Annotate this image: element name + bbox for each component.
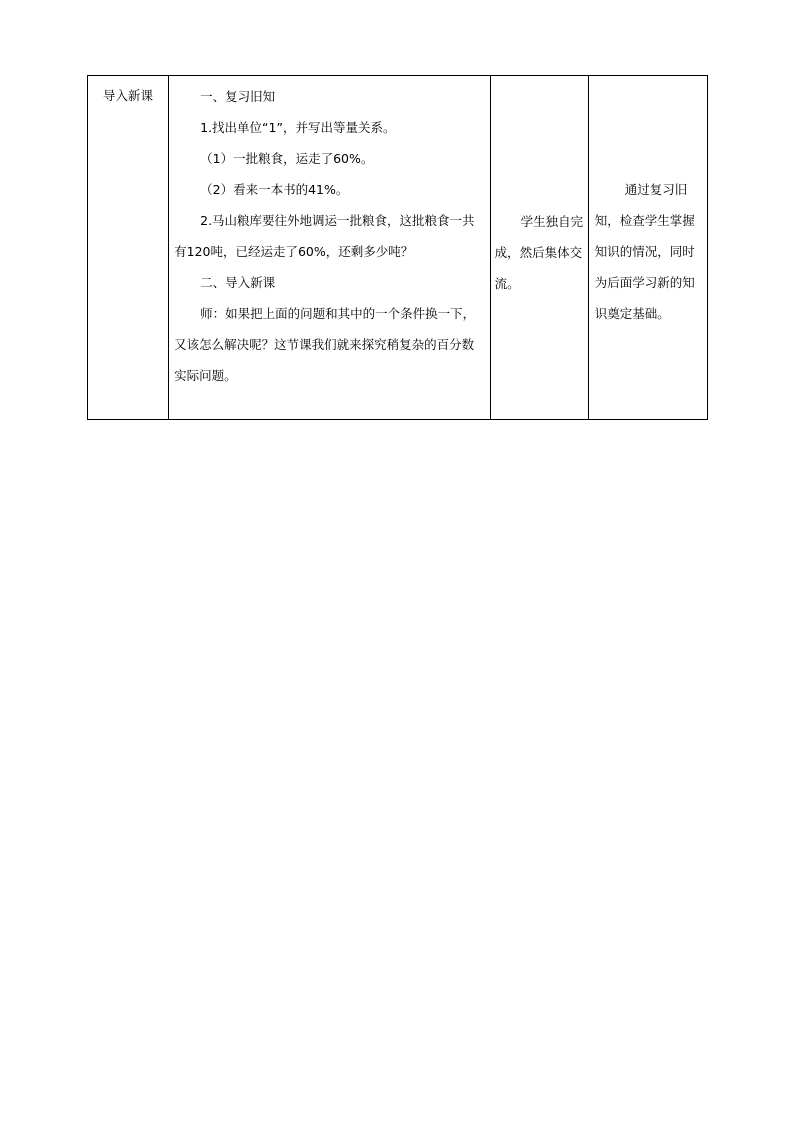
table-row [88, 76, 708, 420]
review-heading: 一、复习旧知 [200, 89, 276, 104]
exercise-2: 2.马山粮库要往外地调运一批粮食，这批粮食一共有120吨，已经运走了60%，还剩多少吨？ [174, 213, 475, 259]
lesson-plan-table [87, 75, 708, 420]
teacher-prompt: 师：如果把上面的问题和其中的一个条件换一下，又该怎么解决呢？这节课我们就来探究稍复杂的百分数实际问题。 [174, 306, 476, 383]
design-intent-text: 通过复习旧知，检查学生掌握知识的情况，同时为后面学习新的知识奠定基础。 [594, 182, 695, 321]
student-activity-cell [490, 76, 588, 420]
stage-cell [88, 76, 169, 420]
stage-label: 导入新课 [103, 88, 154, 103]
student-activity-text: 学生独自完成，然后集体交流。 [494, 214, 584, 291]
content-cell [169, 76, 491, 420]
exercise-1-item-1: （1）一批粮食，运走了60%。 [200, 151, 374, 166]
intro-heading: 二、导入新课 [200, 275, 276, 290]
design-intent-cell [588, 76, 707, 420]
exercise-1-item-2: （2）看来一本书的41%。 [200, 182, 349, 197]
exercise-1: 1.找出单位“1”，并写出等量关系。 [200, 120, 396, 135]
